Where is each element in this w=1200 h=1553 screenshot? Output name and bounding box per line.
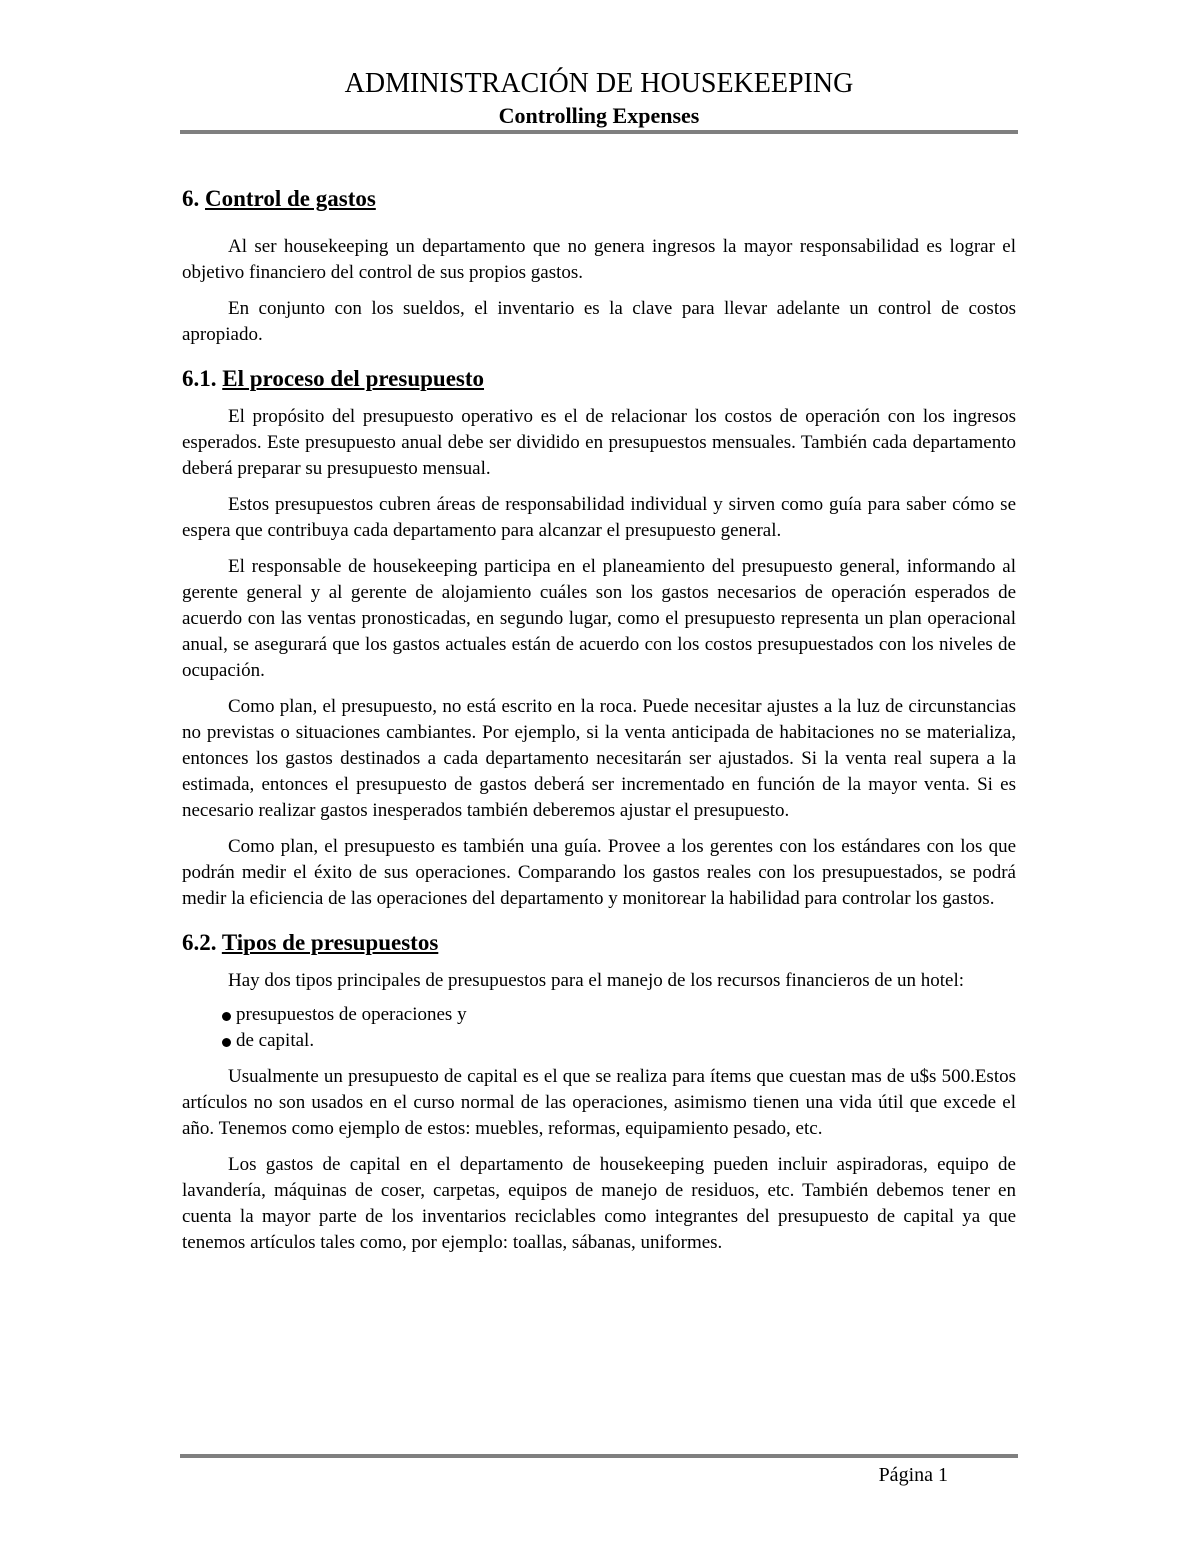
section-heading-6 (182, 184, 1016, 214)
paragraph: Como plan, el presupuesto es también una guía. Provee a los gerentes con los estándares con los que podrán medir el éxito de sus operaciones. Comparando los gastos reales con los presupuestados, se podrá medir la eficiencia de las operaciones del departamento y monitorear la habilidad para controlar los gastos. (182, 836, 1016, 909)
section-title: Tipos de presupuestos (221, 930, 439, 955)
paragraph: Usualmente un presupuesto de capital es el que se realiza para ítems que cuestan mas de u$s 500.Estos artículos no son usados en el curso normal de las operaciones, asimismo tienen una vida útil que excede el año. Tenemos como ejemplo de estos: muebles, reformas, equipamiento pesado, etc. (182, 1066, 1016, 1139)
header-divider (180, 130, 1018, 134)
section-heading-6-2 (182, 928, 1016, 958)
document-body (182, 160, 1016, 1256)
list-item: presupuestos de operaciones y (222, 1002, 1016, 1028)
paragraph: Como plan, el presupuesto, no está escrito en la roca. Puede necesitar ajustes a la luz de circunstancias no previstas o situaciones cambiantes. Por ejemplo, si la venta anticipada de habitaciones no se materializa, entonces los gastos destinados a cada departamento necesitarán ser ajustados. Si la venta real supera a la estimada, entonces el presupuesto de gastos deberá ser incrementado en función de la mayor venta. Si es necesario realizar gastos inesperados también deberemos ajustar el presupuesto. (182, 696, 1016, 821)
bullet-icon (222, 1012, 231, 1021)
paragraph: El propósito del presupuesto operativo es el de relacionar los costos de operación con los ingresos esperados. Este presupuesto anual debe ser dividido en presupuestos mensuales. También cada departamento deberá preparar su presupuesto mensual. (182, 406, 1016, 479)
document-subtitle: Controlling Expenses (498, 103, 700, 128)
section-number: 6. (182, 186, 200, 211)
section-title: El proceso del presupuesto (222, 366, 485, 391)
bullet-icon (222, 1038, 231, 1047)
paragraph: El responsable de housekeeping participa en el planeamiento del presupuesto general, informando al gerente general y al gerente de alojamiento cuáles son los gastos necesarios de operación esperados de acuerdo con las ventas pronosticadas, en segundo lugar, como el presupuesto representa un plan operacional anual, se asegurará que los gastos actuales están de acuerdo con los costos presupuestados con los niveles de ocupación. (182, 556, 1016, 681)
list-item: de capital. (222, 1028, 1016, 1054)
paragraph: Los gastos de capital en el departamento de housekeeping pueden incluir aspiradoras, equipo de lavandería, máquinas de coser, carpetas, equipos de manejo de residuos, etc. También debemos tener en cuenta la mayor parte de los inventarios reciclables como integrantes del presupuesto de capital ya que tenemos artículos tales como, por ejemplo: toallas, sábanas, uniformes. (182, 1154, 1016, 1253)
document-title: ADMINISTRACIÓN DE HOUSEKEEPING (344, 68, 854, 99)
section-number: 6.1. (182, 366, 217, 391)
section-title: Control de gastos (205, 186, 376, 211)
paragraph: Estos presupuestos cubren áreas de responsabilidad individual y sirven como guía para saber cómo se espera que contribuya cada departamento para alcanzar el presupuesto general. (182, 494, 1016, 541)
paragraph: En conjunto con los sueldos, el inventario es la clave para llevar adelante un control de costos apropiado. (182, 298, 1016, 345)
paragraph: Al ser housekeeping un departamento que no genera ingresos la mayor responsabilidad es lograr el objetivo financiero del control de sus propios gastos. (182, 236, 1016, 283)
section-heading-6-1 (182, 364, 1016, 394)
bullet-list (182, 1002, 1016, 1054)
page-number: Página 1 (878, 1464, 948, 1486)
section-number: 6.2. (182, 930, 217, 955)
footer-divider (180, 1454, 1018, 1458)
paragraph: Hay dos tipos principales de presupuestos para el manejo de los recursos financieros de un hotel: (228, 970, 965, 991)
